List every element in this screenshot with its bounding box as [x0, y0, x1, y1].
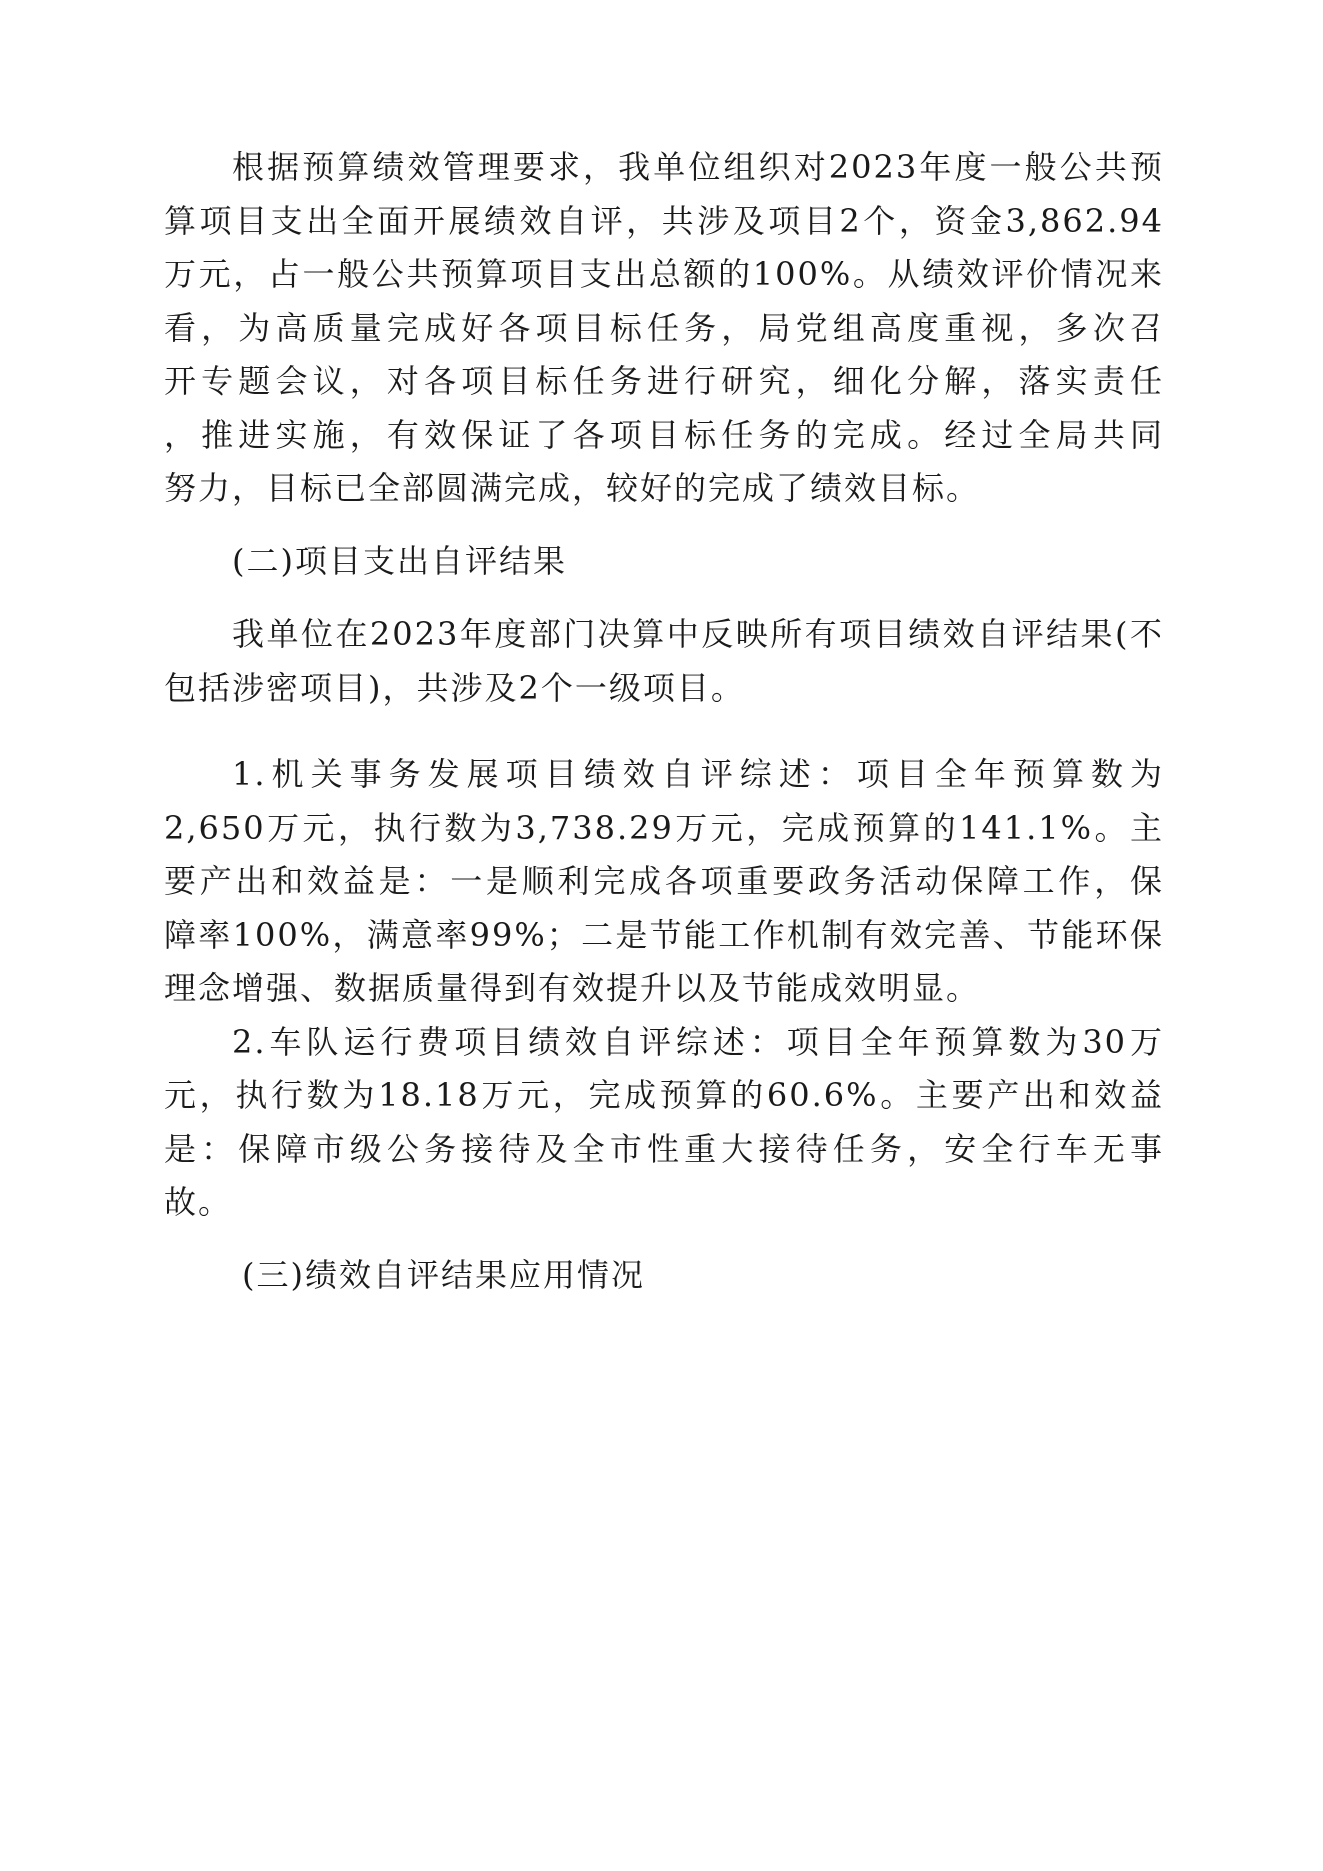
item-1-line-5: 理念增强、数据质量得到有效提升以及节能成效明显。 [164, 969, 981, 1007]
paragraph-1-line-7: 努力，目标已全部圆满完成，较好的完成了绩效目标。 [164, 469, 981, 507]
paragraph-2-line-2: 包括涉密项目)，共涉及2个一级项目。 [164, 669, 745, 707]
paragraph-1-line-5: 开专题会议，对各项目标任务进行研究，细化分解，落实责任 [164, 362, 1164, 400]
item-2-line-2: 元，执行数为18.18万元，完成预算的60.6%。主要产出和效益 [164, 1076, 1164, 1114]
paragraph-1-line-6: ，推进实施，有效保证了各项目标任务的完成。经过全局共同 [164, 416, 1164, 454]
paragraph-1-line-3: 万元，占一般公共预算项目支出总额的100%。从绩效评价情况来 [164, 255, 1164, 293]
paragraph-1-line-1: 根据预算绩效管理要求，我单位组织对2023年度一般公共预 [232, 148, 1164, 186]
item-2-line-1: 2.车队运行费项目绩效自评综述：项目全年预算数为30万 [232, 1023, 1164, 1061]
paragraph-2-line-1: 我单位在2023年度部门决算中反映所有项目绩效自评结果(不 [232, 615, 1164, 653]
item-1-line-4: 障率100%，满意率99%；二是节能工作机制有效完善、节能环保 [164, 916, 1164, 954]
section-heading-2: (二)项目支出自评结果 [232, 542, 567, 580]
paragraph-1-line-4: 看，为高质量完成好各项目标任务，局党组高度重视，多次召 [164, 309, 1164, 347]
section-heading-3: (三)绩效自评结果应用情况 [242, 1256, 645, 1294]
item-1-line-3: 要产出和效益是：一是顺利完成各项重要政务活动保障工作，保 [164, 862, 1164, 900]
paragraph-1-line-2: 算项目支出全面开展绩效自评，共涉及项目2个，资金3,862.94 [164, 202, 1164, 240]
item-2-line-4: 故。 [164, 1183, 233, 1221]
item-1-line-2: 2,650万元，执行数为3,738.29万元，完成预算的141.1%。主 [164, 809, 1164, 847]
item-2-line-3: 是：保障市级公务接待及全市性重大接待任务，安全行车无事 [164, 1130, 1164, 1168]
item-1-line-1: 1.机关事务发展项目绩效自评综述：项目全年预算数为 [232, 755, 1164, 793]
